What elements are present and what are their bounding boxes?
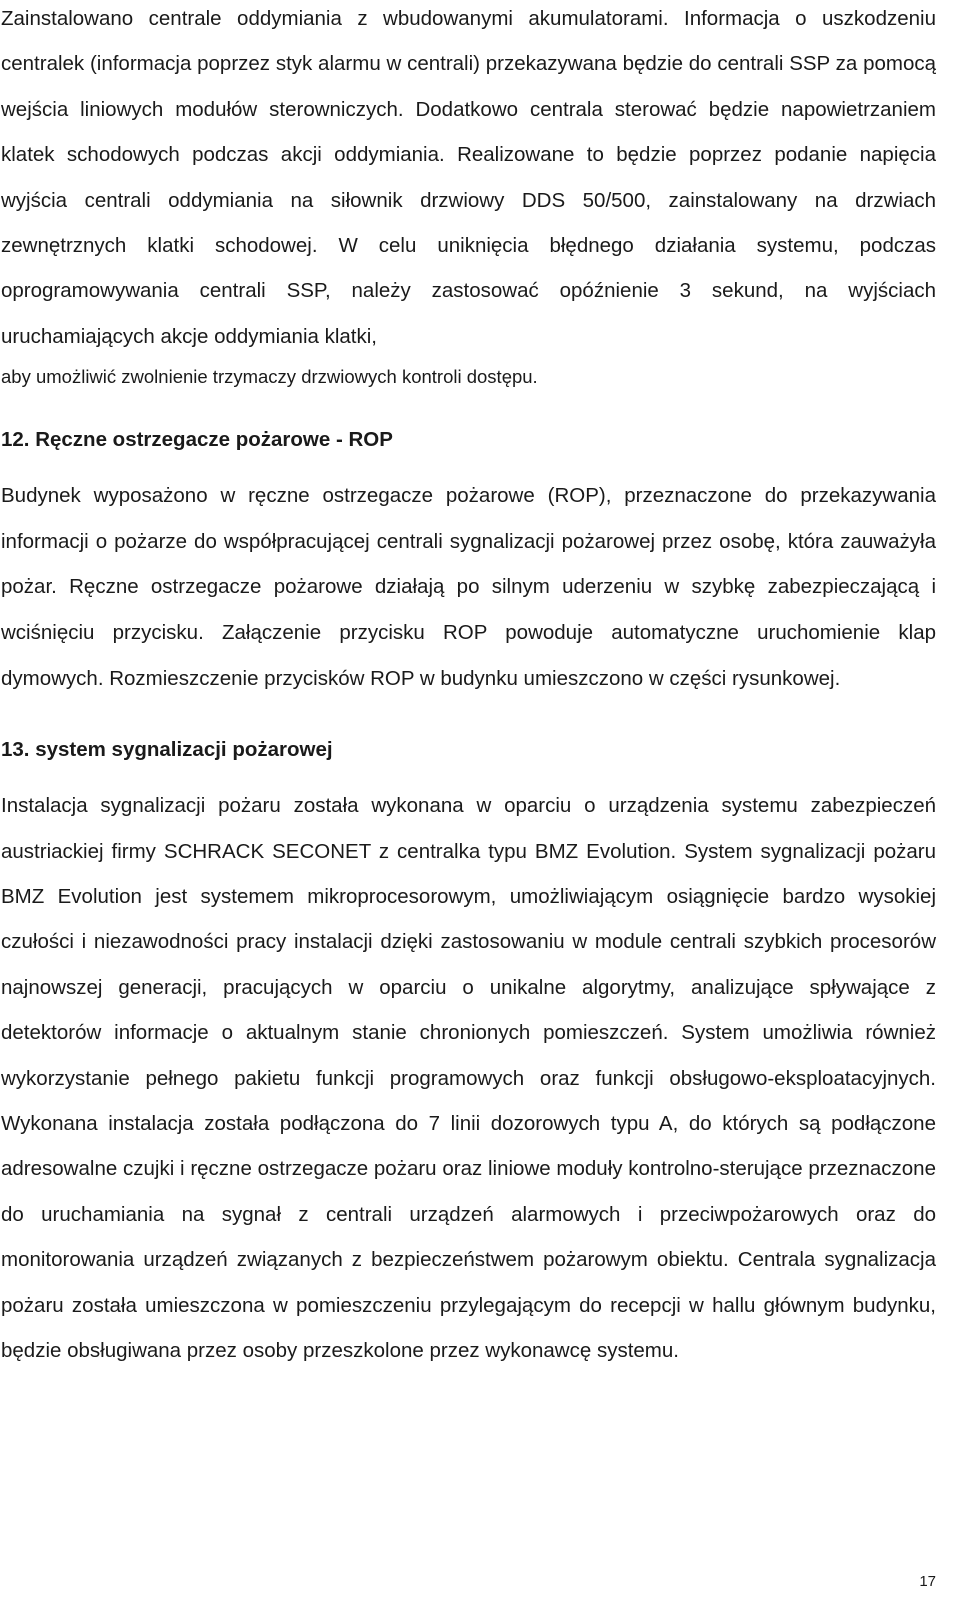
section-13-heading: 13. system sygnalizacji pożarowej xyxy=(1,738,333,762)
section-13-paragraph: Instalacja sygnalizacji pożaru została wykonana w oparciu o urządzenia systemu zabezpieczeń austriackiej firmy SCHRACK SECONET z centralka typu BMZ Evolution. System sygnalizacji pożaru BMZ Evolution jest systemem mikroprocesorowym, umożliwiającym osiągnięcie bardzo wysokiej czułości i niezawodności pracy instalacji dzięki zastosowaniu w module centrali szybkich procesorów najnowszej generacji, pracujących w oparciu o unikalne algorytmy, analizujące spływające z detektorów informacje o aktualnym stanie chronionych pomieszczeń. System umożliwia również wykorzystanie pełnego pakietu funkcji programowych oraz funkcji obsługowo-eksploatacyjnych. Wykonana instalacja została podłączona do 7 linii dozorowych typu A, do których są podłączone adresowalne czujki i ręczne ostrzegacze pożaru oraz liniowe moduły kontrolno-sterujące przeznaczone do uruchamiania na sygnał z centrali urządzeń alarmowych i przeciwpożarowych oraz do monitorowania urządzeń związanych z bezpieczeństwem pożarowym obiektu. Centrala sygnalizacja pożaru została umieszczona w pomieszczeniu przylegającym do recepcji w hallu głównym budynku, będzie obsługiwana przez osoby przeszkolone przez wykonawcę systemu. xyxy=(1,794,936,1363)
intro-paragraph: Zainstalowano centrale oddymiania z wbudowanymi akumulatorami. Informacja o uszkodzeniu centralek (informacja poprzez styk alarmu w centrali) przekazywana będzie do centrali SSP za pomocą wejścia liniowych modułów sterowniczych. Dodatkowo centrala sterować będzie napowietrzaniem klatek schodowych podczas akcji oddymiania. Realizowane to będzie poprzez podanie napięcia wyjścia centrali oddymiania na siłownik drzwiowy DDS 50/500, zainstalowany na drzwiach zewnętrznych klatki schodowej. W celu uniknięcia błędnego działania systemu, podczas oprogramowywania centrali SSP, należy zastosować opóźnienie 3 sekund, na wyjściach uruchamiających akcje oddymiania klatki, xyxy=(1,7,936,348)
section-12-paragraph: Budynek wyposażono w ręczne ostrzegacze pożarowe (ROP), przeznaczone do przekazywania informacji o pożarze do współpracującej centrali sygnalizacji pożarowej przez osobę, która zauważyła pożar. Ręczne ostrzegacze pożarowe działają po silnym uderzeniu w szybkę zabezpieczającą i wciśnięciu przycisku. Załączenie przycisku ROP powoduje automatyczne uruchomienie klap dymowych. Rozmieszczenie przycisków ROP w budynku umieszczono w części rysunkowej. xyxy=(1,484,936,690)
section-12-heading: 12. Ręczne ostrzegacze pożarowe - ROP xyxy=(1,428,393,452)
document-body xyxy=(1,0,936,1374)
page-number: 17 xyxy=(919,1573,936,1590)
intro-paragraph-tail: aby umożliwić zwolnienie trzymaczy drzwiowych kontroli dostępu. xyxy=(1,366,538,388)
